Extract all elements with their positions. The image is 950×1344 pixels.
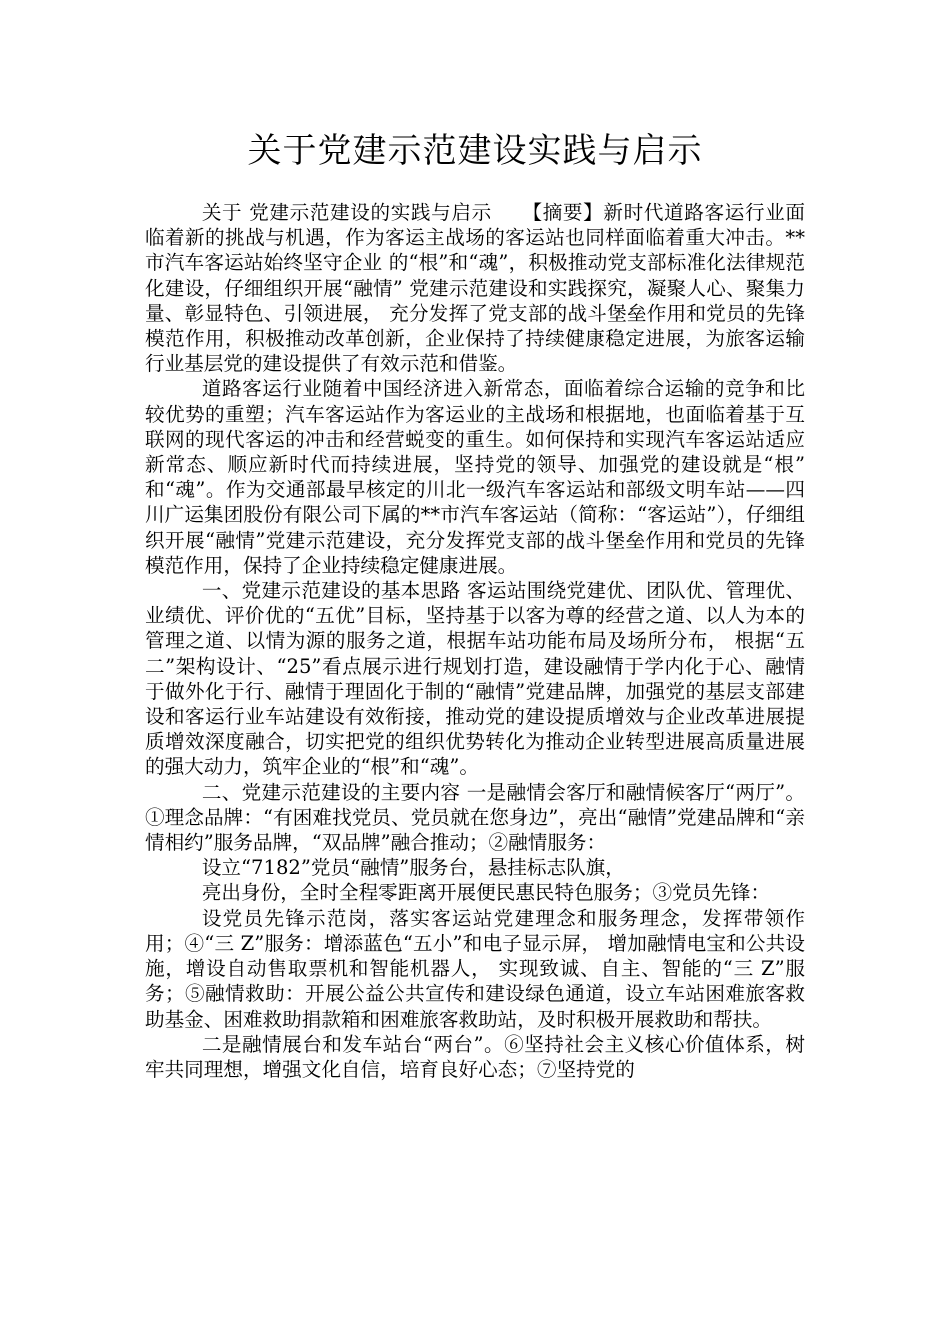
section-one-paragraph: 一、党建示范建设的基本思路 客运站围绕党建优、团队优、管理优、业绩优、评价优的“五优”目标，坚持基于以客为尊的经营之道、以人为本的管理之道、以情为源的服务之道，根据车站功能布局及场所分布， 根据“五二”架构设计、“25”看点展示进行规划打造，建设融情于学内化于心、融情于做外化于行、融情于理固化于制的“融情”党建品牌，加强党的基层支部建设和客运行业车站建设有效衔接，推动党的建设提质增效与企业改革进展提质增效深度融合，切实把党的组织优势转化为推动企业转型进展高质量进展的强大动力，筑牢企业的“根”和“魂”。 (145, 579, 805, 779)
identity-paragraph: 亮出身份，全时全程零距离开展便民惠民特色服务；③党员先锋： (201, 881, 771, 905)
service-desk-paragraph: 设立“7182”党员“融情”服务台，悬挂标志队旗， (201, 856, 625, 880)
abstract-paragraph: 关于 党建示范建设的实践与启示 【摘要】新时代道路客运行业面临着新的挑战与机遇，作为客运主战场的客运站也同样面临着重大冲击。**市汽车客运站始终坚守企业 的“根”和“魂”，积极推动党支部标准化法律规范化建设，仔细组织开展“融情” 党建示范建设和实践探究，凝聚人心、聚集力量、彰显特色、引领进展， 充分发挥了党支部的战斗堡垒作用和党员的先锋模范作用，积极推动改革创新，企业保持了持续健康稳定进展，为旅客运输行业基层党的建设提供了有效示范和借鉴。 (145, 201, 805, 376)
document-title: 关于党建示范建设实践与启示 (247, 131, 703, 171)
pioneer-post-paragraph: 设党员先锋示范岗，落实客运站党建理念和服务理念，发挥带领作用；④“三 Z”服务：增添蓝色“五小”和电子显示屏， 增加融情电宝和公共设施，增设自动售取票机和智能机器人， 实现致诚、自主、智能的“三 Z”服务；⑤融情救助：开展公益公共宣传和建设绿色通道，设立车站困难旅客救助基金、困难救助捐款箱和困难旅客救助站，及时积极开展救助和帮扶。 (145, 906, 805, 1031)
platforms-paragraph: 二是融情展台和发车站台“两台”。⑥坚持社会主义核心价值体系，树牢共同理想，增强文化自信，培育良好心态；⑦坚持党的 (145, 1032, 805, 1081)
document-body (145, 200, 805, 1082)
section-two-paragraph: 二、党建示范建设的主要内容 一是融情会客厅和融情候客厅“两厅”。①理念品牌：“有困难找党员、党员就在您身边”，亮出“融情”党建品牌和“亲情相约”服务品牌，“双品牌”融合推动；②融情服务： (145, 780, 805, 855)
intro-paragraph: 道路客运行业随着中国经济进入新常态，面临着综合运输的竞争和比较优势的重塑；汽车客运站作为客运业的主战场和根据地，也面临着基于互联网的现代客运的冲击和经营蜕变的重生。如何保持和实现汽车客运站适应新常态、顺应新时代而持续进展，坚持党的领导、加强党的建设就是“根” 和“魂”。作为交通部最早核定的川北一级汽车客运站和部级文明车站——四川广运集团股份有限公司下属的**市汽车客运站（简称：“客运站”），仔细组织开展“融情”党建示范建设，充分发挥党支部的战斗堡垒作用和党员的先锋模范作用，保持了企业持续稳定健康进展。 (145, 377, 805, 577)
